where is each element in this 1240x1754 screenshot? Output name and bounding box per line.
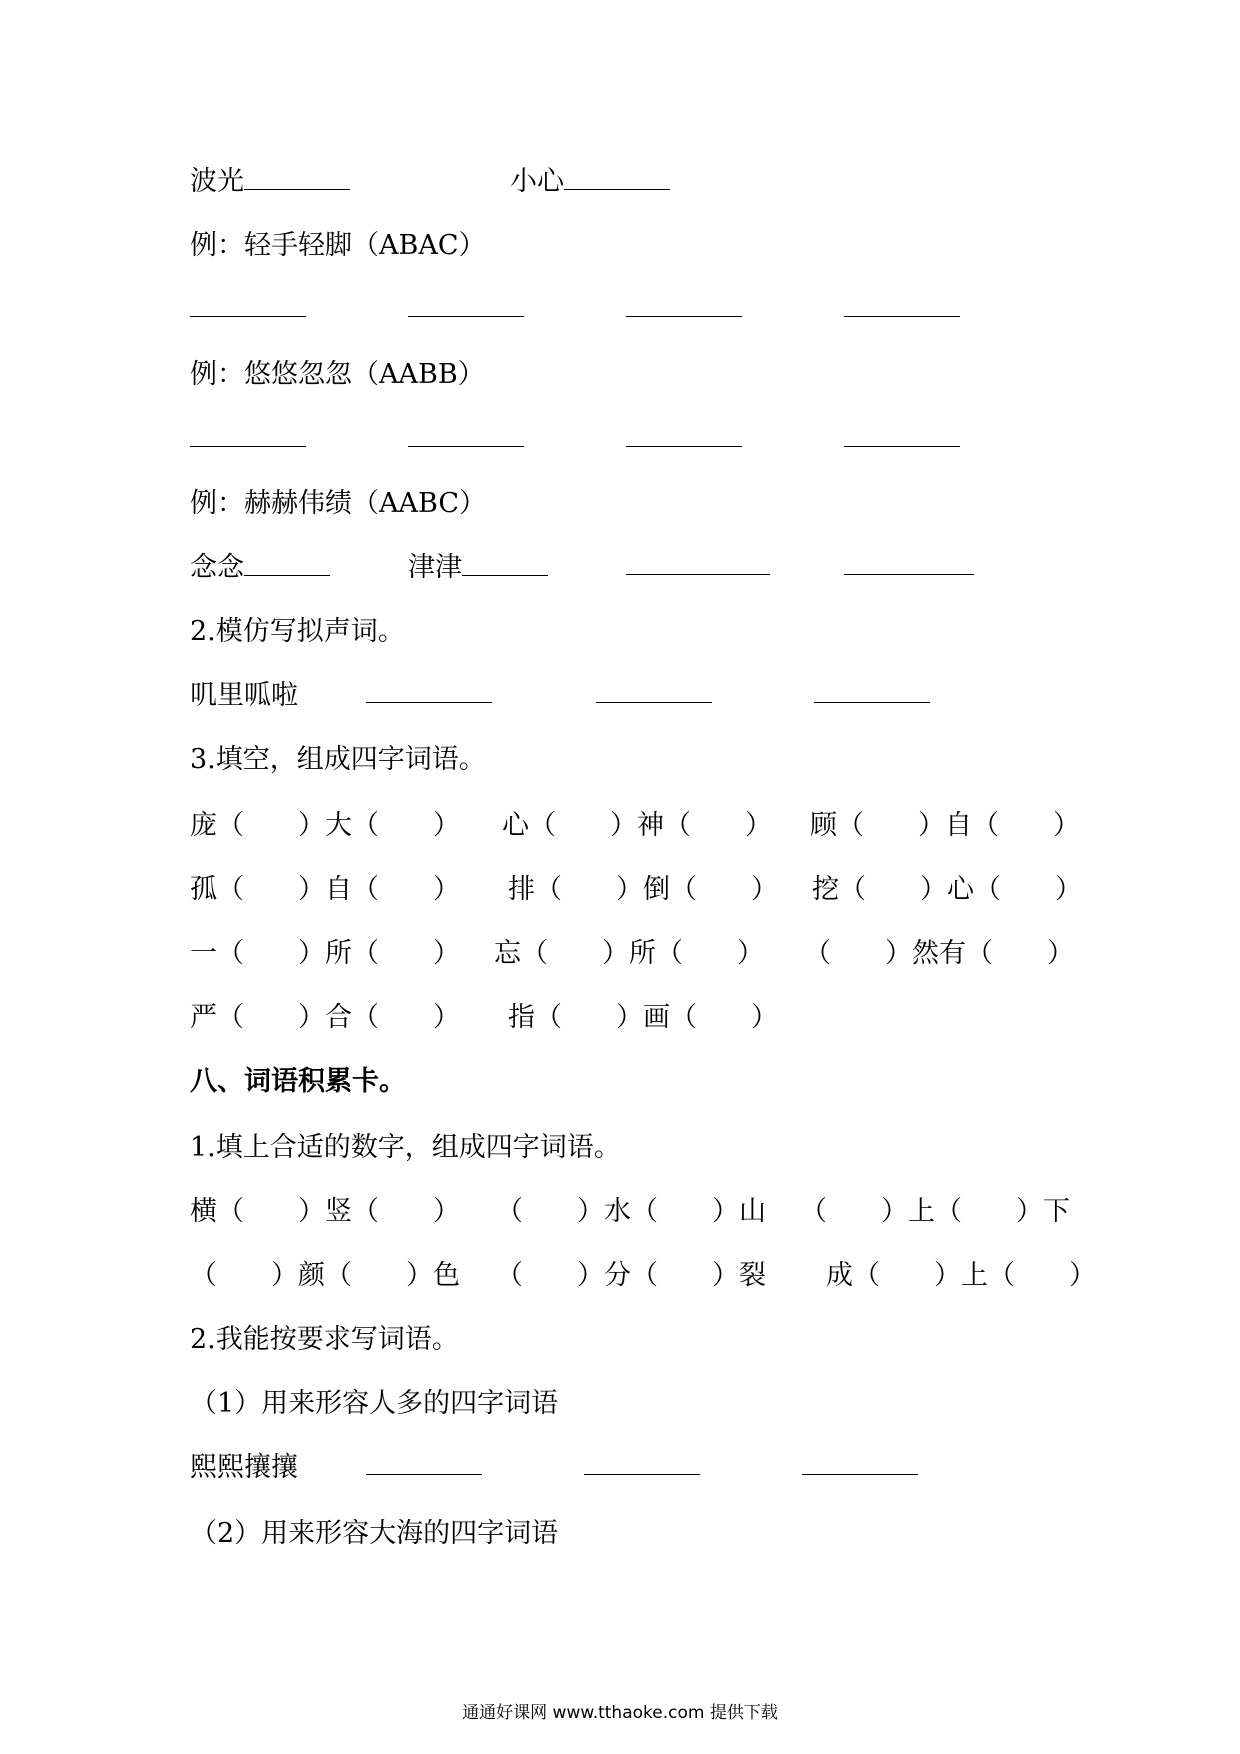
answer-blank[interactable] [244,163,350,190]
example-abac: 例：轻手轻脚（ABAC） [190,230,486,261]
example-aabc: 例：赫赫伟绩（AABC） [190,488,486,519]
example-word: 熙熙攘攘 [190,1452,298,1483]
idiom-fill[interactable]: 严（ ）合（ ） [190,1002,460,1033]
answer-blank[interactable] [626,548,770,575]
idiom-fill[interactable]: 忘（ ）所（ ） [494,938,764,969]
question-3-title: 3.填空，组成四字词语。 [190,744,486,775]
answer-blank[interactable] [564,163,670,190]
idiom-fill[interactable]: （ ）分（ ）裂 [496,1260,766,1291]
answer-blank[interactable] [844,548,974,575]
answer-blank[interactable] [408,290,524,317]
idiom-fill[interactable]: 挖（ ）心（ ） [812,874,1082,905]
example-word: 叽里呱啦 [190,680,298,711]
section-8-question-2-title: 2.我能按要求写词语。 [190,1324,459,1355]
word-prompt: 小心 [510,162,670,202]
section-8-title: 八、词语积累卡。 [190,1066,406,1097]
word-prompt: 津津 [408,548,548,588]
idiom-fill[interactable]: （ ）颜（ ）色 [190,1260,460,1291]
answer-blank[interactable] [244,549,330,576]
sub-question-1: （1）用来形容人多的四字词语 [190,1388,559,1419]
section-8-question-1-title: 1.填上合适的数字，组成四字词语。 [190,1132,621,1163]
answer-blank[interactable] [626,420,742,447]
sub-question-2: （2）用来形容大海的四字词语 [190,1518,559,1549]
answer-blank[interactable] [626,290,742,317]
idiom-fill[interactable]: 成（ ）上（ ） [826,1260,1096,1291]
answer-blank[interactable] [366,1448,482,1475]
answer-blank[interactable] [844,290,960,317]
idiom-fill[interactable]: 排（ ）倒（ ） [508,874,778,905]
answer-blank[interactable] [190,290,306,317]
example-aabb: 例：悠悠忽忽（AABB） [190,359,485,390]
idiom-fill[interactable]: 一（ ）所（ ） [190,938,460,969]
answer-blank[interactable] [596,676,712,703]
idiom-fill[interactable]: 横（ ）竖（ ） [190,1196,460,1227]
idiom-fill[interactable]: 心（ ）神（ ） [502,810,772,841]
answer-blank[interactable] [366,676,492,703]
question-2-title: 2.模仿写拟声词。 [190,616,405,647]
idiom-fill[interactable]: 指（ ）画（ ） [508,1002,778,1033]
word-prompt: 波光 [190,162,350,202]
answer-blank[interactable] [814,676,930,703]
idiom-fill[interactable]: （ ）上（ ）下 [800,1196,1070,1227]
answer-blank[interactable] [584,1448,700,1475]
idiom-fill[interactable]: 庞（ ）大（ ） [190,810,460,841]
answer-blank[interactable] [408,420,524,447]
idiom-fill[interactable]: （ ）水（ ）山 [496,1196,766,1227]
answer-blank[interactable] [802,1448,918,1475]
answer-blank[interactable] [190,420,306,447]
answer-blank[interactable] [462,549,548,576]
download-footer: 通通好课网 www.tthaoke.com 提供下载 [462,1703,778,1723]
idiom-fill[interactable]: 孤（ ）自（ ） [190,874,460,905]
idiom-fill[interactable]: （ ）然有（ ） [804,938,1074,969]
answer-blank[interactable] [844,420,960,447]
word-prompt: 念念 [190,548,330,588]
idiom-fill[interactable]: 顾（ ）自（ ） [810,810,1080,841]
